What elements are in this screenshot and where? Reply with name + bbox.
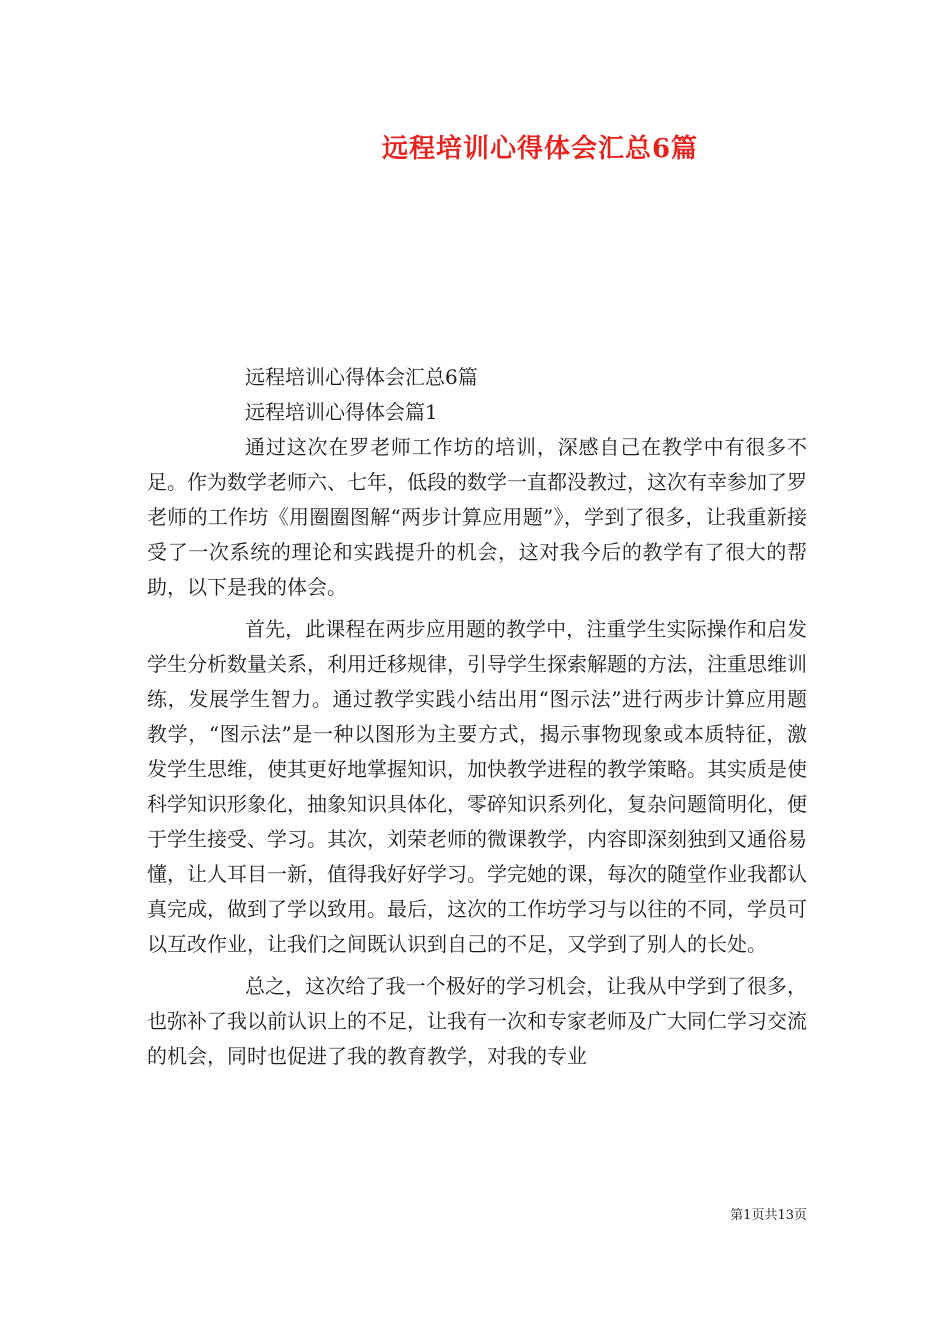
page-number-footer: 第1页共13页 [730,1208,807,1223]
heading-line: 远程培训心得体会汇总6篇 [245,365,478,389]
paragraph-2: 首先，此课程在两步应用题的教学中，注重学生实际操作和启发学生分析数量关系，利用迁移规律，引导学生探索解题的方法，注重思维训练，发展学生智力。通过教学实践小结出用“图示法”进行两步计算应用题教学，“图示法”是一种以图形为主要方式，揭示事物现象或本质特征，激发学生思维，使其更好地掌握知识，加快教学进程的教学策略。其实质是使科学知识形象化，抽象知识具体化，零碎知识系列化，复杂问题简明化，便于学生接受、学习。其次，刘荣老师的微课教学，内容即深刻独到又通俗易懂，让人耳目一新，值得我好好学习。学完她的课，每次的随堂作业我都认真完成，做到了学以致用。最后，这次的工作坊学习与以往的不同，学员可以互改作业，让我们之间既认识到自己的不足，又学到了别人的长处。 [147,617,807,956]
subheading-line: 远程培训心得体会篇1 [245,400,438,424]
page-title: 远程培训心得体会汇总6篇 [381,134,699,164]
paragraph-1: 通过这次在罗老师工作坊的培训，深感自己在教学中有很多不足。作为数学老师六、七年，低段的数学一直都没教过，这次有幸参加了罗老师的工作坊《用圈圈图解“两步计算应用题”》，学到了很多，让我重新接受了一次系统的理论和实践提升的机会，这对我今后的教学有了很大的帮助，以下是我的体会。 [147,435,807,599]
paragraph-3: 总之，这次给了我一个极好的学习机会，让我从中学到了很多，也弥补了我以前认识上的不足，让我有一次和专家老师及广大同仁学习交流的机会，同时也促进了我的教育教学，对我的专业 [147,974,807,1068]
document-body [147,360,807,1074]
